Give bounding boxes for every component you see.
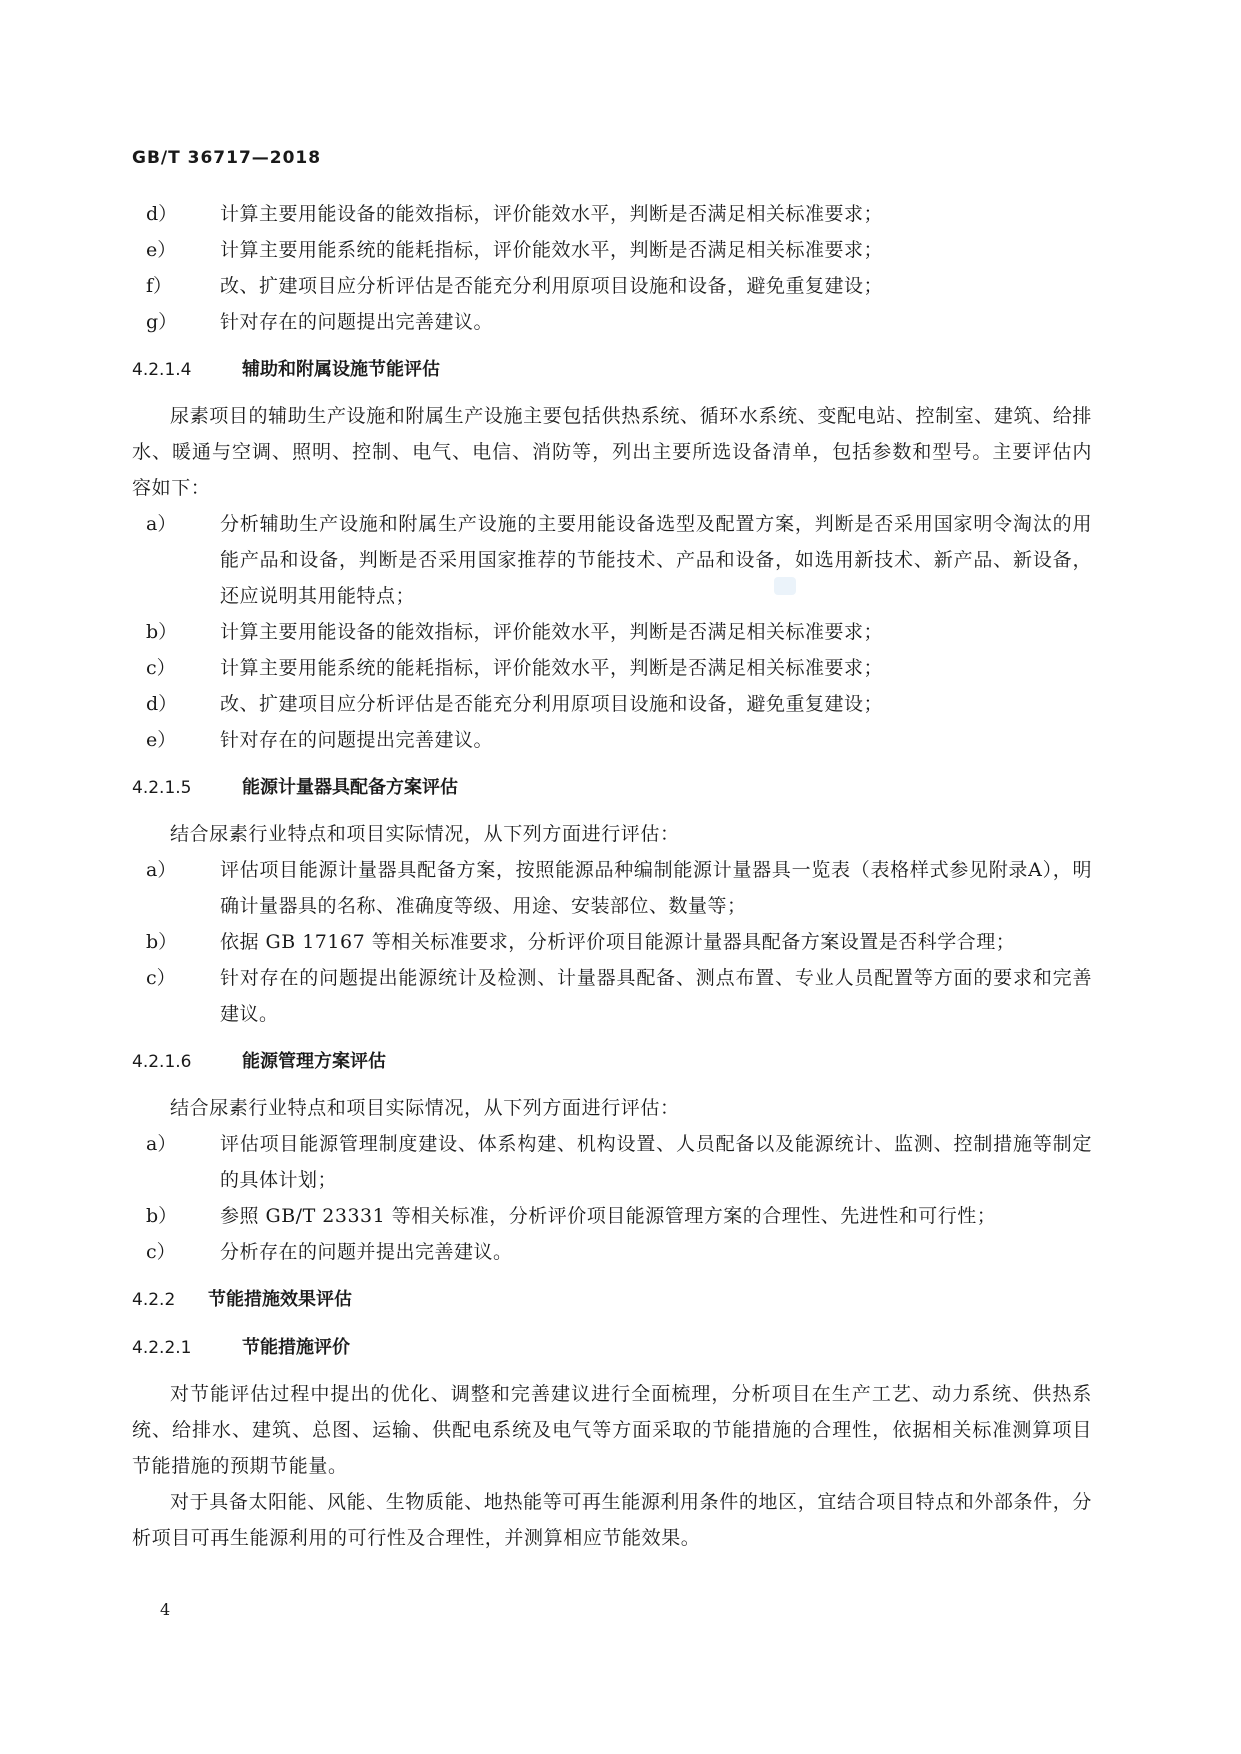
body-paragraph: 对于具备太阳能、风能、生物质能、地热能等可再生能源利用条件的地区，宜结合项目特点和外部条件，分析项目可再生能源利用的可行性及合理性，并测算相应节能效果。 xyxy=(132,1491,1092,1549)
list-text: 改、扩建项目应分析评估是否能充分利用原项目设施和设备，避免重复建设； xyxy=(220,693,884,715)
continued-list xyxy=(132,196,1092,340)
section-heading-4-2-1-4 xyxy=(132,352,1092,388)
section-number: 4.2.2.1 xyxy=(132,1338,192,1358)
list-text: 分析辅助生产设施和附属生产设施的主要用能设备选型及配置方案，判断是否采用国家明令淘汰的用能产品和设备，判断是否采用国家推荐的节能技术、产品和设备，如选用新技术、新产品、新设备，还应说明其用能特点； xyxy=(220,513,1092,607)
list-item xyxy=(132,960,1092,1032)
list-item xyxy=(132,614,1092,650)
section-title: 能源计量器具配备方案评估 xyxy=(242,777,458,798)
list-text: 参照 GB/T 23331 等相关标准，分析评价项目能源管理方案的合理性、先进性和可行性； xyxy=(220,1205,997,1227)
list-label: a） xyxy=(146,1133,177,1155)
section-number: 4.2.1.6 xyxy=(132,1052,192,1072)
section-intro: 结合尿素行业特点和项目实际情况，从下列方面进行评估： xyxy=(170,1097,680,1119)
section-title: 辅助和附属设施节能评估 xyxy=(242,359,440,380)
section-heading-4-2-2 xyxy=(132,1282,1092,1318)
list-text: 针对存在的问题提出能源统计及检测、计量器具配备、测点布置、专业人员配置等方面的要求和完善建议。 xyxy=(220,967,1092,1025)
list-item xyxy=(132,268,1092,304)
list-text: 计算主要用能设备的能效指标，评价能效水平，判断是否满足相关标准要求； xyxy=(220,203,884,225)
list-item xyxy=(132,924,1092,960)
list-item xyxy=(132,650,1092,686)
list-item xyxy=(132,1198,1092,1234)
list-item xyxy=(132,232,1092,268)
list-item xyxy=(132,196,1092,232)
list-item xyxy=(132,506,1092,614)
list-label: c） xyxy=(146,1241,176,1263)
list-text: 评估项目能源管理制度建设、体系构建、机构设置、人员配备以及能源统计、监测、控制措施等制定的具体计划； xyxy=(220,1133,1092,1191)
section-title: 节能措施效果评估 xyxy=(208,1289,352,1310)
section-number: 4.2.1.4 xyxy=(132,360,192,380)
list-item xyxy=(132,686,1092,722)
list-label: a） xyxy=(146,513,177,535)
list-label: c） xyxy=(146,967,176,989)
list-text: 改、扩建项目应分析评估是否能充分利用原项目设施和设备，避免重复建设； xyxy=(220,275,884,297)
list-label: f） xyxy=(146,275,173,297)
section-number: 4.2.2 xyxy=(132,1290,176,1310)
page-body xyxy=(132,196,1092,1556)
list-label: e） xyxy=(146,729,177,751)
list-text: 计算主要用能系统的能耗指标，评价能效水平，判断是否满足相关标准要求； xyxy=(220,657,884,679)
section-heading-4-2-1-5 xyxy=(132,770,1092,806)
list-text: 针对存在的问题提出完善建议。 xyxy=(220,729,494,751)
list-item xyxy=(132,1126,1092,1198)
list-text: 评估项目能源计量器具配备方案，按照能源品种编制能源计量器具一览表（表格样式参见附录A），明确计量器具的名称、准确度等级、用途、安装部位、数量等； xyxy=(220,859,1092,917)
list-label: b） xyxy=(146,1205,178,1227)
list-text: 针对存在的问题提出完善建议。 xyxy=(220,311,494,333)
list-label: d） xyxy=(146,203,178,225)
section-intro: 尿素项目的辅助生产设施和附属生产设施主要包括供热系统、循环水系统、变配电站、控制室、建筑、给排水、暖通与空调、照明、控制、电气、电信、消防等，列出主要所选设备清单，包括参数和型号。主要评估内容如下： xyxy=(132,405,1092,499)
list-label: b） xyxy=(146,931,178,953)
section-title: 节能措施评价 xyxy=(242,1337,350,1358)
list-label: d） xyxy=(146,693,178,715)
section-intro: 结合尿素行业特点和项目实际情况，从下列方面进行评估： xyxy=(170,823,680,845)
list-item xyxy=(132,1234,1092,1270)
list-label: e） xyxy=(146,239,177,261)
list-label: a） xyxy=(146,859,177,881)
list-text: 计算主要用能系统的能耗指标，评价能效水平，判断是否满足相关标准要求； xyxy=(220,239,884,261)
section-heading-4-2-1-6 xyxy=(132,1044,1092,1080)
list-text: 依据 GB 17167 等相关标准要求，分析评价项目能源计量器具配备方案设置是否科学合理； xyxy=(220,931,1016,953)
body-paragraph: 对节能评估过程中提出的优化、调整和完善建议进行全面梳理，分析项目在生产工艺、动力系统、供热系统、给排水、建筑、总图、运输、供配电系统及电气等方面采取的节能措施的合理性，依据相关标准测算项目节能措施的预期节能量。 xyxy=(132,1383,1092,1477)
section-title: 能源管理方案评估 xyxy=(242,1051,386,1072)
list-label: b） xyxy=(146,621,178,643)
list-label: c） xyxy=(146,657,176,679)
page-number: 4 xyxy=(160,1600,171,1619)
document-id-header: GB/T 36717—2018 xyxy=(132,148,322,168)
list-item xyxy=(132,722,1092,758)
list-text: 计算主要用能设备的能效指标，评价能效水平，判断是否满足相关标准要求； xyxy=(220,621,884,643)
section-heading-4-2-2-1 xyxy=(132,1330,1092,1366)
list-text: 分析存在的问题并提出完善建议。 xyxy=(220,1241,513,1263)
list-label: g） xyxy=(146,311,178,333)
list-item xyxy=(132,304,1092,340)
list-item xyxy=(132,852,1092,924)
section-number: 4.2.1.5 xyxy=(132,778,192,798)
